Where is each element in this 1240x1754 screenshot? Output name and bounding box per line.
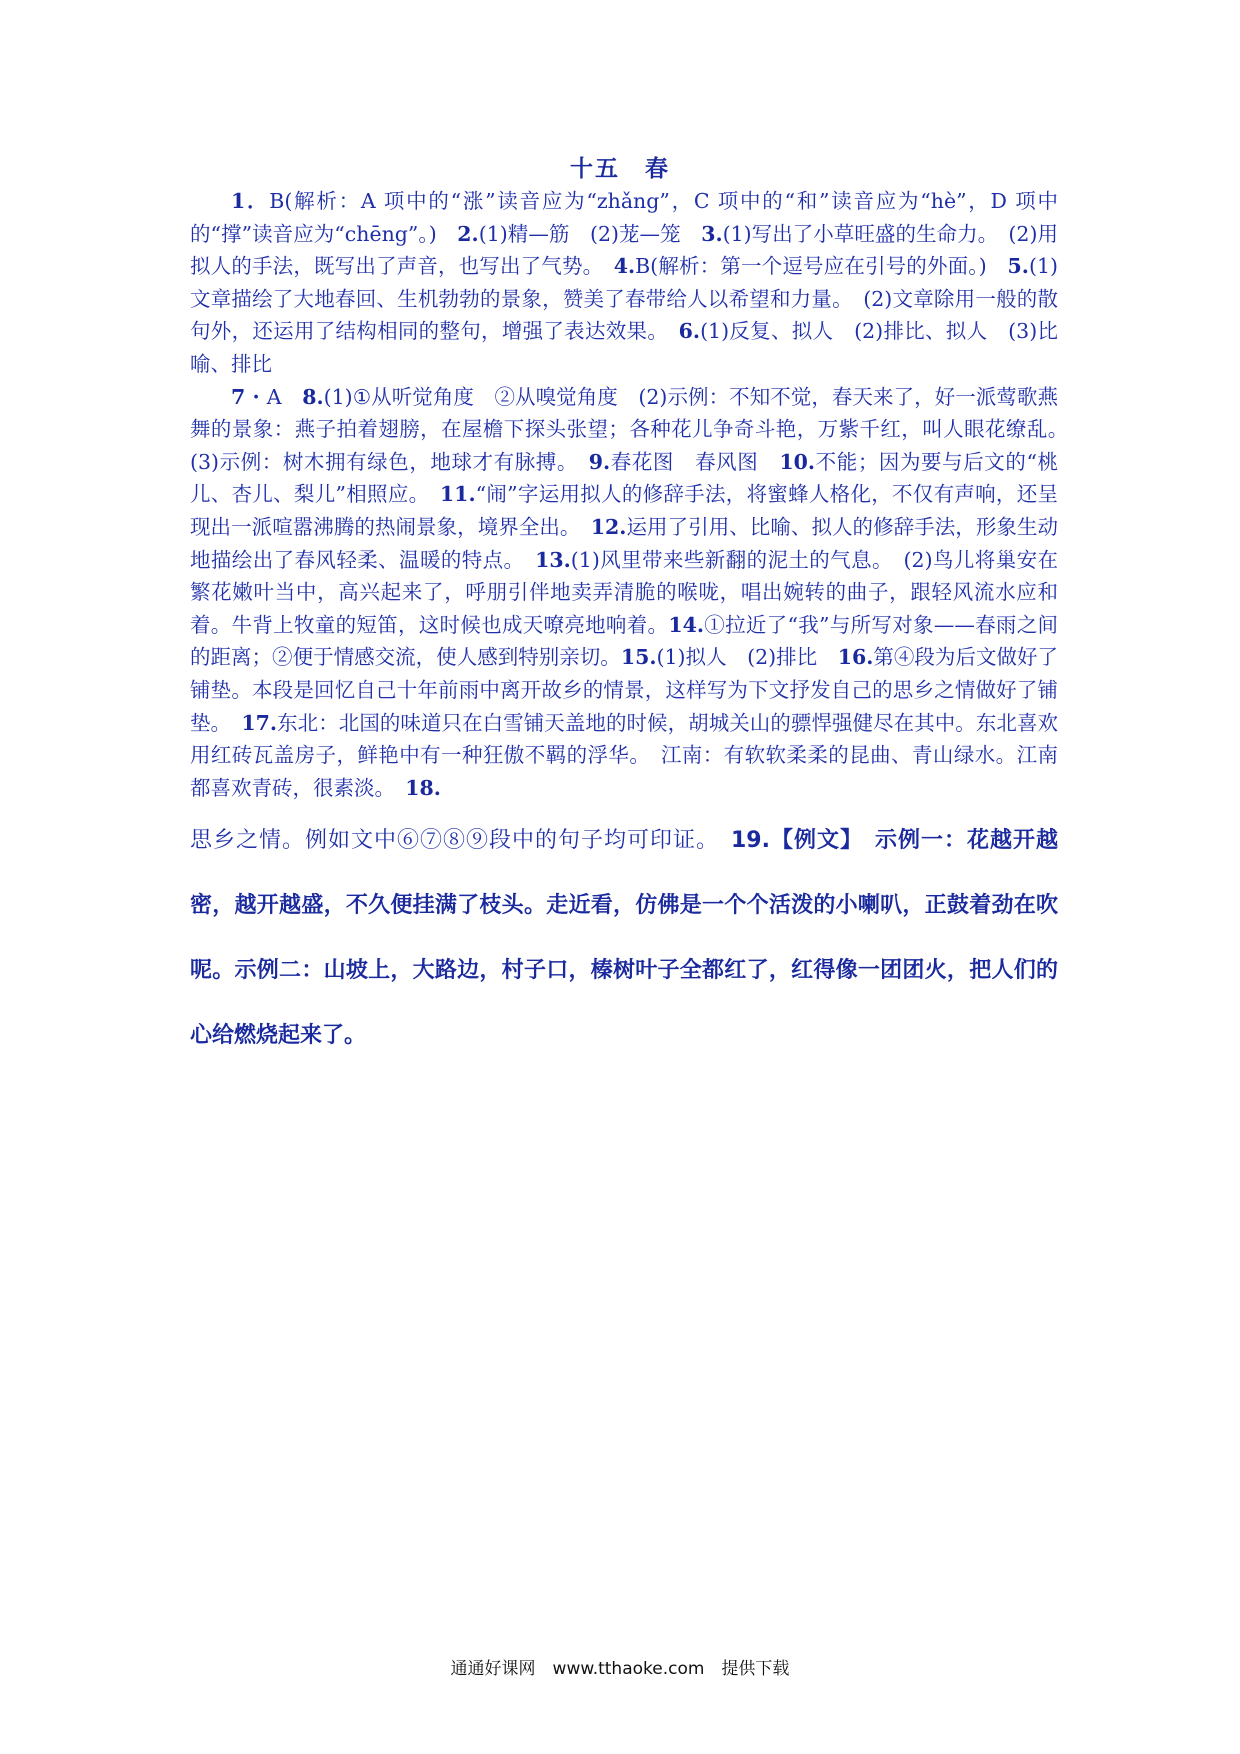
example-essay (190, 808, 1058, 1068)
answer-text: 第④段为后文做好了铺垫。本段是回忆自己十年前雨中离开故乡的情景，这样写为下文抒发自己的思乡之情做好了铺垫。 (190, 645, 1059, 735)
answer-text: (1)①从听觉角度 ②从嗅觉角度 (2)示例：不知不觉，春天来了，好一派莺歌燕舞的景象：燕子拍着翅膀，在屋檐下探头张望；各种花儿争奇斗艳，万紫千红，叫人眼花缭乱。 (3)示例：树木拥有绿色，地球才有脉搏。 (190, 384, 1079, 474)
answer-text: 不能；因为要与后文的“桃儿、杏儿、梨儿”相照应。 (190, 449, 1059, 507)
essay-label: 【例文】 (769, 828, 875, 853)
page-footer: 通通好课网 www.tthaoke.com 提供下载 (450, 1659, 790, 1679)
answer-number: 1． (231, 189, 270, 213)
answer-text: 东北：北国的味道只在白雪铺天盖地的时候，胡城关山的骠悍强健尽在其中。东北喜欢用红砖瓦盖房子，鲜艳中有一种狂傲不羁的浮华。 江南：有软软柔柔的昆曲、青山绿水。江南都喜欢青砖，很素淡。 (190, 710, 1059, 800)
answer-text: 运用了引用、比喻、拟人的修辞手法，形象生动地描绘出了春风轻柔、温暖的特点。 (190, 514, 1059, 572)
answer-number: 15. (620, 645, 657, 670)
answer-text: B(解析：A 项中的“涨”读音应为“zhǎng”，C 项中的“和”读音应为“hè”，D 项中的“撑”读音应为“chēng”。) (190, 189, 1058, 246)
essay-lead-text: 思乡之情。例如文中⑥⑦⑧⑨段中的句子均可印证。 (190, 828, 731, 853)
answer-text: ①拉近了“我”与所写对象——春雨之间的距离；②便于情感交流，使人感到特别亲切。 (190, 612, 1058, 670)
answers-body (190, 185, 1079, 804)
answer-number: 2. (457, 221, 479, 246)
answer-number: 7 · (231, 384, 267, 409)
answer-number: 6. (678, 319, 701, 344)
answer-number: 4. (613, 254, 636, 279)
answer-text: B(解析：第一个逗号应在引号的外面。) (635, 254, 1008, 279)
answer-number: 18. (405, 775, 441, 800)
answers-paragraph-2 (190, 381, 1079, 805)
answers-paragraph-1 (190, 185, 1058, 381)
answer-number: 16. (837, 645, 874, 670)
answer-number: 3. (701, 221, 723, 246)
answer-number: 9. (588, 449, 611, 474)
answer-number: 11. (439, 482, 476, 507)
answer-number: 12. (590, 514, 627, 539)
answer-text: “闹”字运用拟人的修辞手法，将蜜蜂人格化，不仅有声响，还呈现出一派喧嚣沸腾的热闹景象，境界全出。 (190, 482, 1058, 539)
answer-text: (1)拟人 (2)排比 (656, 645, 838, 670)
answer-text: (1)精—筋 (2)茏—笼 (478, 221, 702, 246)
answer-number: 8. (302, 384, 324, 409)
answer-number: 10. (779, 449, 816, 474)
answer-number: 14. (668, 612, 704, 637)
answer-text: (1)写出了小草旺盛的生命力。 (2)用拟人的手法，既写出了声音，也写出了气势。 (190, 221, 1059, 279)
answer-number: 17. (241, 710, 278, 735)
answer-text: (1)反复、拟人 (2)排比、拟人 (3)比喻、排比 (190, 319, 1058, 376)
answer-number: 19. (730, 828, 770, 853)
answer-number: 13. (535, 547, 571, 572)
essay-body: 示例一：花越开越密，越开越盛，不久便挂满了枝头。走近看，仿佛是一个个活泼的小喇叭，正鼓着劲在吹呢。示例二：山坡上，大路边，村子口，榛树叶子全都红了，红得像一团团火，把人们的心给燃烧起来了。 (190, 828, 1058, 1048)
answer-text: (1)文章描绘了大地春回、生机勃勃的景象，赞美了春带给人以希望和力量。 (2)文章除用一般的散句外，还运用了结构相同的整句，增强了表达效果。 (190, 254, 1058, 344)
answer-text: 春花图 春风图 (610, 449, 780, 474)
page-title: 十五 春 (570, 155, 670, 182)
answer-text: A (266, 384, 303, 409)
answer-text: (1)风里带来些新翻的泥土的气息。 (2)鸟儿将巢安在繁花嫩叶当中，高兴起来了，呼朋引伴地卖弄清脆的喉咙，唱出婉转的曲子，跟轻风流水应和着。牛背上牧童的短笛，这时候也成天嘹亮地响着。 (190, 547, 1059, 637)
answer-number: 5. (1007, 254, 1029, 279)
